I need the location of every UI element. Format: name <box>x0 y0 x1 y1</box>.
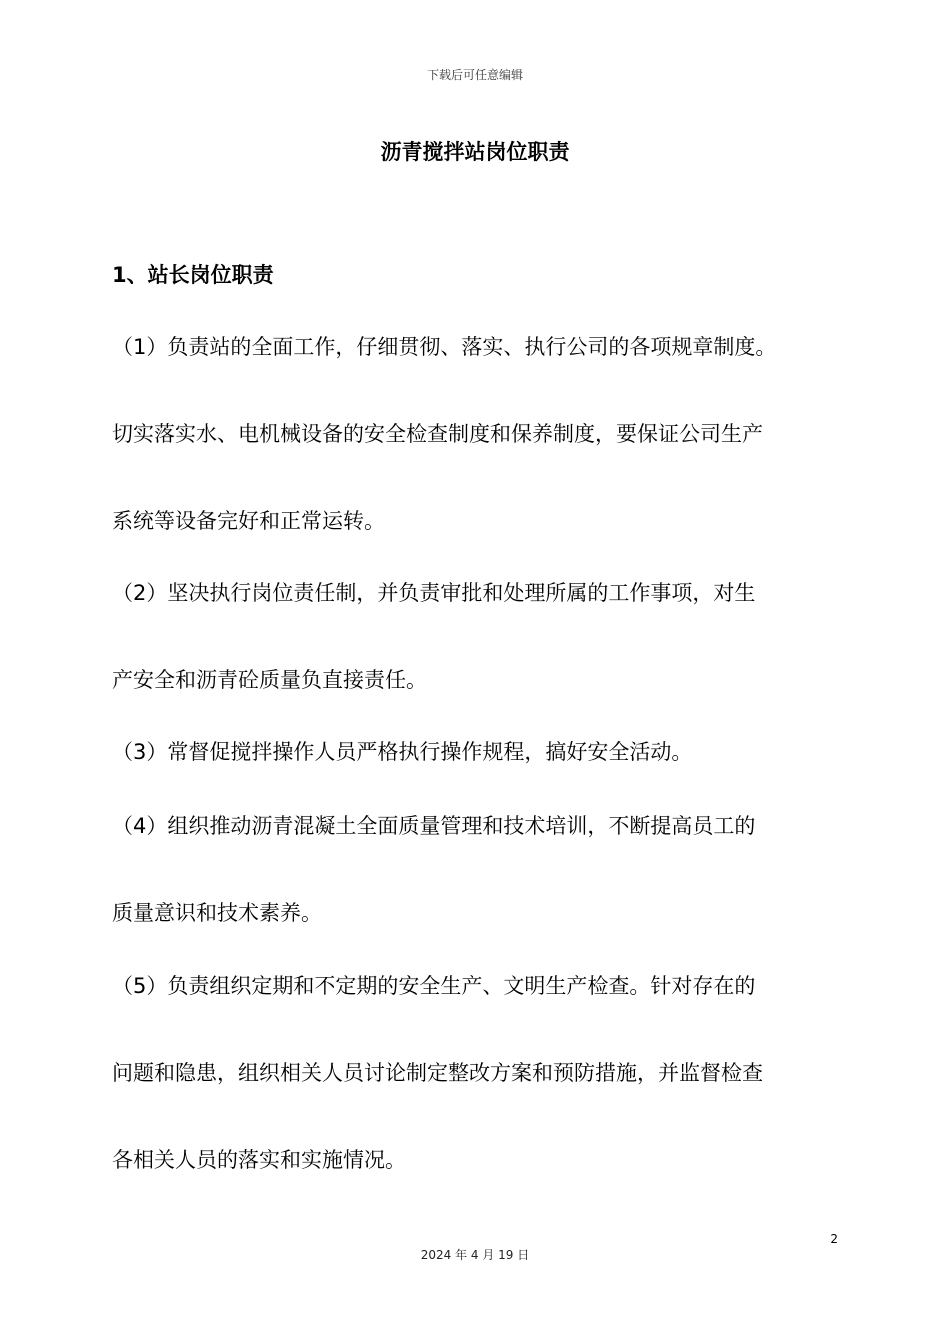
paragraph-line: 产安全和沥青砼质量负直接责任。 <box>112 668 427 692</box>
paragraph-line: 系统等设备完好和正常运转。 <box>112 509 385 533</box>
document-title: 沥青搅拌站岗位职责 <box>380 140 570 164</box>
paragraph-line: （3）常督促搅拌操作人员严格执行操作规程，搞好安全活动。 <box>112 740 693 764</box>
header-note: 下载后可任意编辑 <box>426 68 523 82</box>
page-number: 2 <box>830 1232 838 1246</box>
paragraph-line: （2）坚决执行岗位责任制，并负责审批和处理所属的工作事项，对生 <box>112 581 756 605</box>
paragraph-line: 质量意识和技术素养。 <box>112 901 322 925</box>
paragraph-line: 切实落实水、电机械设备的安全检查制度和保养制度，要保证公司生产 <box>112 422 763 446</box>
paragraph-line: 各相关人员的落实和实施情况。 <box>112 1148 406 1172</box>
paragraph-line: 问题和隐患，组织相关人员讨论制定整改方案和预防措施，并监督检查 <box>112 1061 763 1085</box>
paragraph-line: （4）组织推动沥青混凝土全面质量管理和技术培训，不断提高员工的 <box>112 814 756 838</box>
paragraph-line: （1）负责站的全面工作，仔细贯彻、落实、执行公司的各项规章制度。 <box>112 335 777 359</box>
section-heading: 1、站长岗位职责 <box>112 263 274 287</box>
footer-date: 2024 年 4 月 19 日 <box>420 1248 530 1262</box>
paragraph-line: （5）负责组织定期和不定期的安全生产、文明生产检查。针对存在的 <box>112 974 756 998</box>
